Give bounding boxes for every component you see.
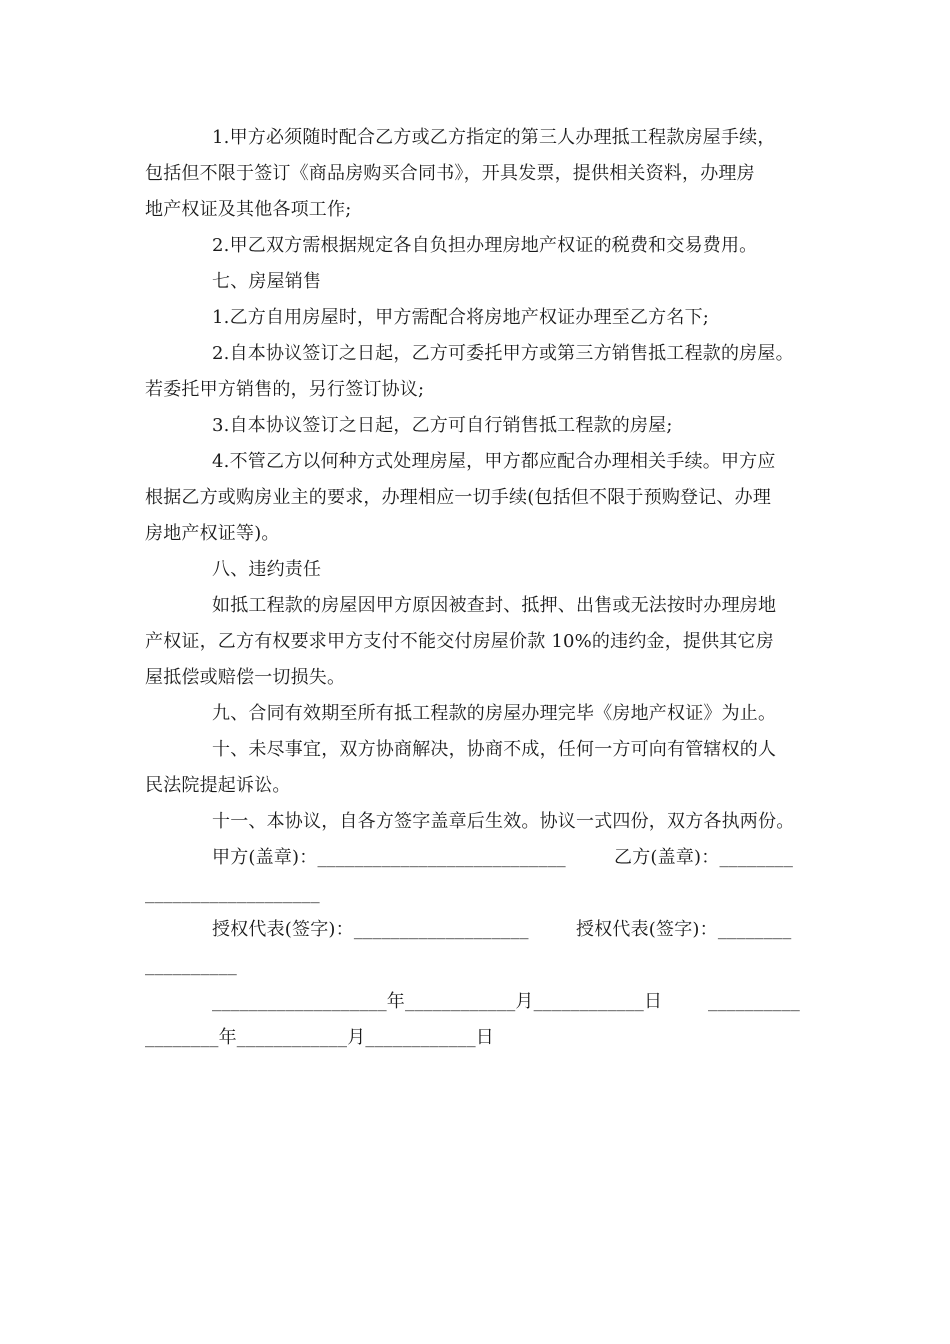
party-b-representative-line-cont: __________ bbox=[145, 955, 237, 976]
clause-8-line-1: 如抵工程款的房屋因甲方原因被查封、抵押、出售或无法按时办理房地 bbox=[212, 595, 777, 616]
clause-7-item-1: 1.乙方自用房屋时，甲方需配合将房地产权证办理至乙方名下; bbox=[212, 307, 710, 328]
section-heading-7: 七、房屋销售 bbox=[212, 271, 322, 292]
clause-6-item-1-line-3: 地产权证及其他各项工作; bbox=[145, 199, 352, 220]
clause-7-item-4-line-2: 根据乙方或购房业主的要求，办理相应一切手续(包括但不限于预购登记、办理 bbox=[145, 487, 772, 508]
clause-9: 九、合同有效期至所有抵工程款的房屋办理完毕《房地产权证》为止。 bbox=[212, 703, 777, 724]
clause-7-item-2-line-1: 2.自本协议签订之日起，乙方可委托甲方或第三方销售抵工程款的房屋。 bbox=[212, 343, 794, 364]
clause-6-item-2: 2.甲乙双方需根据规定各自负担办理房地产权证的税费和交易费用。 bbox=[212, 235, 758, 256]
clause-8-line-2: 产权证，乙方有权要求甲方支付不能交付房屋价款 10%的违约金，提供其它房 bbox=[145, 631, 774, 652]
clause-7-item-4-line-3: 房地产权证等)。 bbox=[145, 523, 280, 544]
party-a-seal-line: 甲方(盖章)：___________________________ bbox=[212, 847, 566, 868]
clause-8-line-3: 屋抵偿或赔偿一切损失。 bbox=[145, 667, 346, 688]
clause-7-item-4-line-1: 4.不管乙方以何种方式处理房屋，甲方都应配合办理相关手续。甲方应 bbox=[212, 451, 776, 472]
party-a-date-line: ___________________年____________月____________日 bbox=[212, 991, 663, 1012]
clause-7-item-3: 3.自本协议签订之日起，乙方可自行销售抵工程款的房屋; bbox=[212, 415, 673, 436]
clause-10-line-1: 十、未尽事宜，双方协商解决，协商不成，任何一方可向有管辖权的人 bbox=[212, 739, 777, 760]
clause-10-line-2: 民法院提起诉讼。 bbox=[145, 775, 291, 796]
party-b-date-line-start: __________ bbox=[708, 991, 800, 1012]
party-a-representative-line: 授权代表(签字)：___________________ bbox=[212, 919, 529, 940]
party-b-seal-line: 乙方(盖章)：________ bbox=[614, 847, 794, 868]
clause-6-item-1-line-2: 包括但不限于签订《商品房购买合同书》，开具发票，提供相关资料，办理房 bbox=[145, 163, 755, 184]
clause-7-item-2-line-2: 若委托甲方销售的，另行签订协议; bbox=[145, 379, 425, 400]
party-b-seal-line-cont: ___________________ bbox=[145, 883, 320, 904]
section-heading-8: 八、违约责任 bbox=[212, 559, 322, 580]
party-b-representative-line: 授权代表(签字)：________ bbox=[576, 919, 792, 940]
party-b-date-line: ________年____________月____________日 bbox=[145, 1027, 494, 1048]
clause-6-item-1-line-1: 1.甲方必须随时配合乙方或乙方指定的第三人办理抵工程款房屋手续， bbox=[212, 127, 776, 148]
clause-11: 十一、本协议，自各方签字盖章后生效。协议一式四份，双方各执两份。 bbox=[212, 811, 795, 832]
